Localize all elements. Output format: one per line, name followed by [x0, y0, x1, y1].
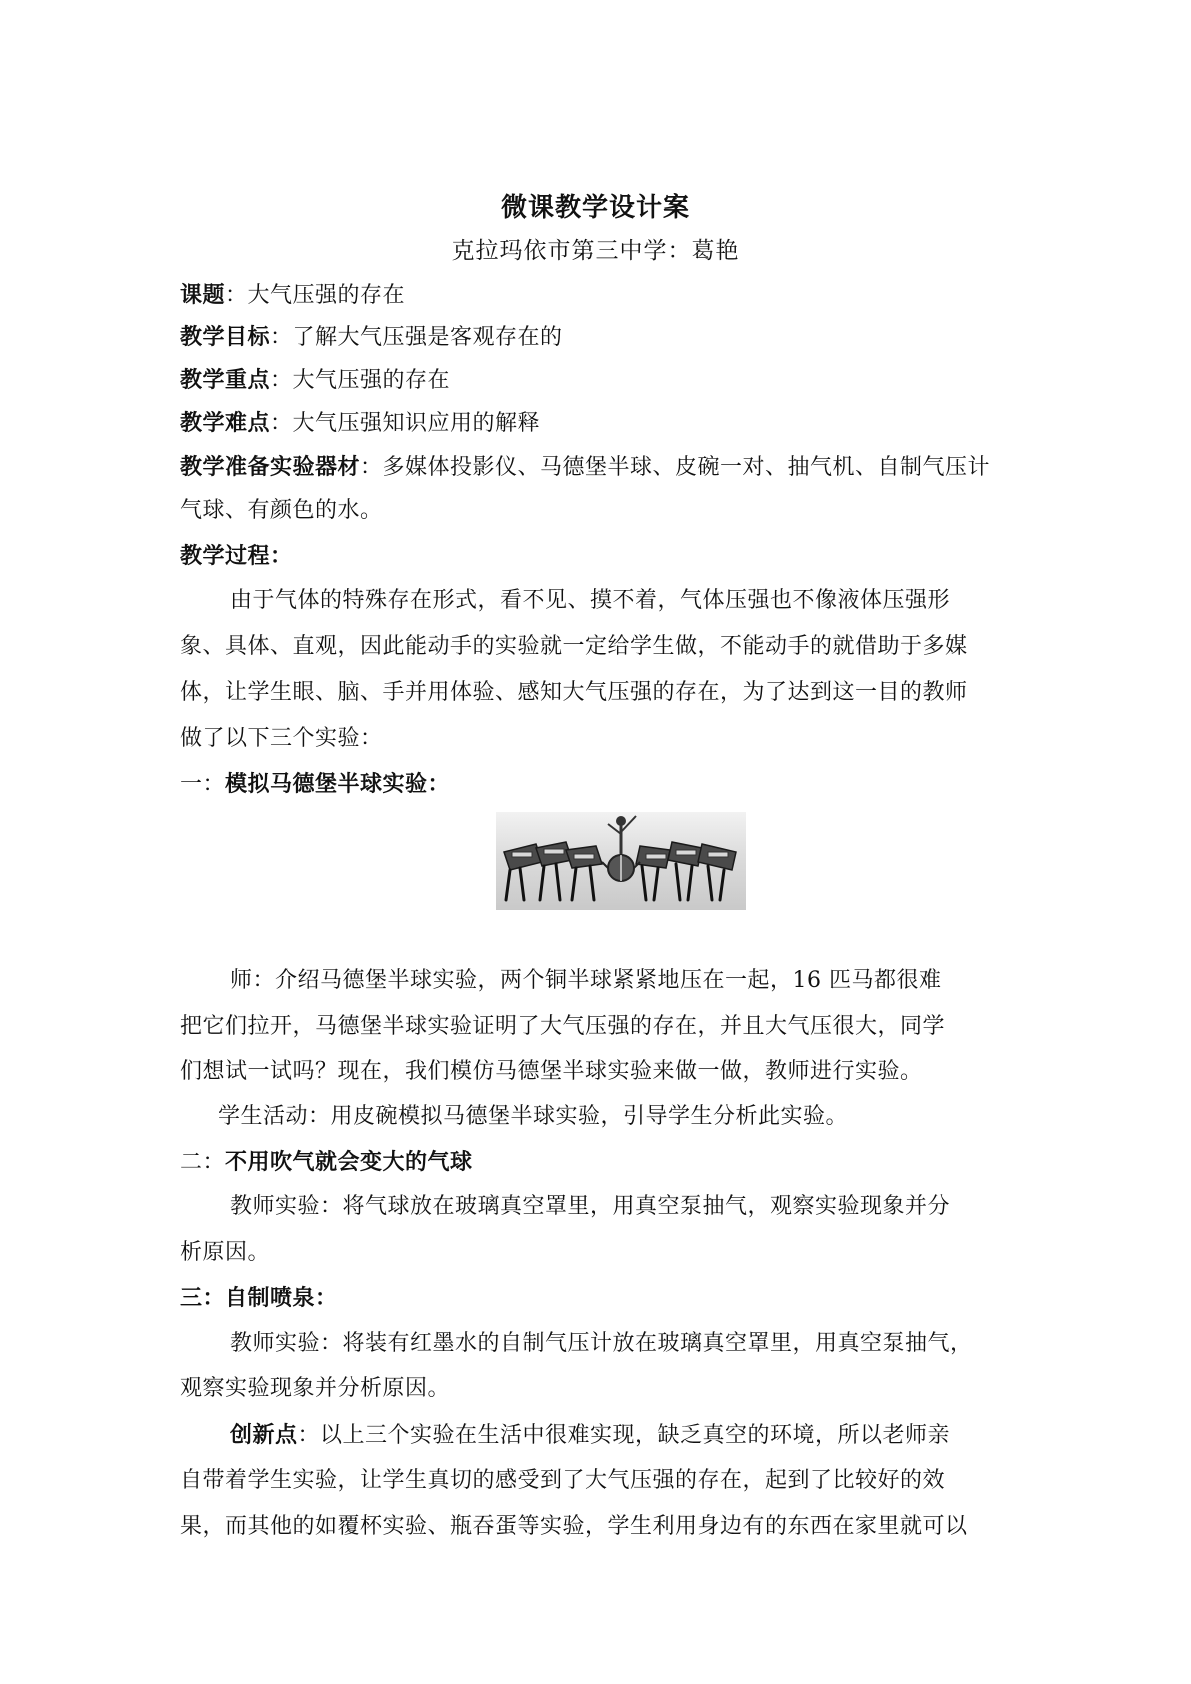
innovation-line: 果，而其他的如覆杯实验、瓶吞蛋等实验，学生利用身边有的东西在家里就可以 [180, 1514, 968, 1539]
student-activity-line: 学生活动：用皮碗模拟马德堡半球实验，引导学生分析此实验。 [218, 1104, 849, 1129]
intro-line: 由于气体的特殊存在形式，看不见、摸不着，气体压强也不像液体压强形 [230, 588, 951, 613]
innovation-label: 创新点 [230, 1422, 298, 1448]
difficulty-label: 教学难点 [180, 410, 271, 436]
process-heading: 教学过程： [180, 543, 293, 569]
section-3-heading: 三：自制喷泉： [180, 1285, 338, 1311]
focus-line [180, 359, 1020, 402]
innovation-line: 创新点：以上三个实验在生活中很难实现，缺乏真空的环境，所以老师亲 [230, 1422, 951, 1448]
section-1-heading: 一：模拟马德堡半球实验： [180, 771, 451, 797]
topic-label: 课题 [180, 282, 226, 308]
materials-line [180, 446, 1020, 489]
topic-value: ：大气压强的存在 [225, 283, 406, 308]
goal-line [180, 316, 1020, 359]
materials-label: 教学准备实验器材 [180, 454, 361, 480]
section-1-line: 把它们拉开，马德堡半球实验证明了大气压强的存在，并且大气压很大，同学 [180, 1014, 946, 1039]
section-1-line: 们想试一试吗？现在，我们模仿马德堡半球实验来做一做，教师进行实验。 [180, 1059, 923, 1084]
process-label: 教学过程 [180, 543, 271, 569]
innovation-line: 自带着学生实验，让学生真切的感受到了大气压强的存在，起到了比较好的效 [180, 1468, 946, 1493]
magdeburg-hemispheres-illustration [496, 812, 746, 910]
section-3-title: 三：自制喷泉 [180, 1285, 316, 1311]
intro-line: 体，让学生眼、脑、手并用体验、感知大气压强的存在，为了达到这一目的教师 [180, 680, 968, 705]
topic-line [180, 274, 1020, 317]
page-title: 微课教学设计案 [500, 193, 690, 223]
materials-line-cont: 气球、有颜色的水。 [180, 498, 383, 523]
section-1-title: 模拟马德堡半球实验 [225, 771, 428, 797]
goal-value: ：了解大气压强是客观存在的 [270, 325, 563, 350]
focus-label: 教学重点 [180, 367, 271, 393]
section-2-line: 教师实验：将气球放在玻璃真空罩里，用真空泵抽气，观察实验现象并分 [230, 1194, 951, 1219]
goal-label: 教学目标 [180, 324, 271, 350]
section-1-line: 师：介绍马德堡半球实验，两个铜半球紧紧地压在一起，16 匹马都很难 [230, 968, 942, 993]
difficulty-line [180, 402, 1020, 445]
author-line: 克拉玛依市第三中学：葛艳 [451, 238, 740, 264]
horses-pulling-icon [496, 812, 746, 910]
section-3-line: 观察实验现象并分析原因。 [180, 1376, 451, 1401]
intro-line: 象、具体、直观，因此能动手的实验就一定给学生做，不能动手的就借助于多媒 [180, 634, 968, 659]
intro-line: 做了以下三个实验： [180, 726, 383, 751]
difficulty-value: ：大气压强知识应用的解释 [270, 411, 541, 436]
section-3-line: 教师实验：将装有红墨水的自制气压计放在玻璃真空罩里，用真空泵抽气， [230, 1331, 973, 1356]
materials-value: ：多媒体投影仪、马德堡半球、皮碗一对、抽气机、自制气压计 [360, 455, 991, 480]
focus-value: ：大气压强的存在 [270, 368, 451, 393]
section-2-title: 不用吹气就会变大的气球 [225, 1149, 473, 1175]
section-2-line: 析原因。 [180, 1240, 271, 1265]
section-2-heading: 二：不用吹气就会变大的气球 [180, 1149, 473, 1175]
